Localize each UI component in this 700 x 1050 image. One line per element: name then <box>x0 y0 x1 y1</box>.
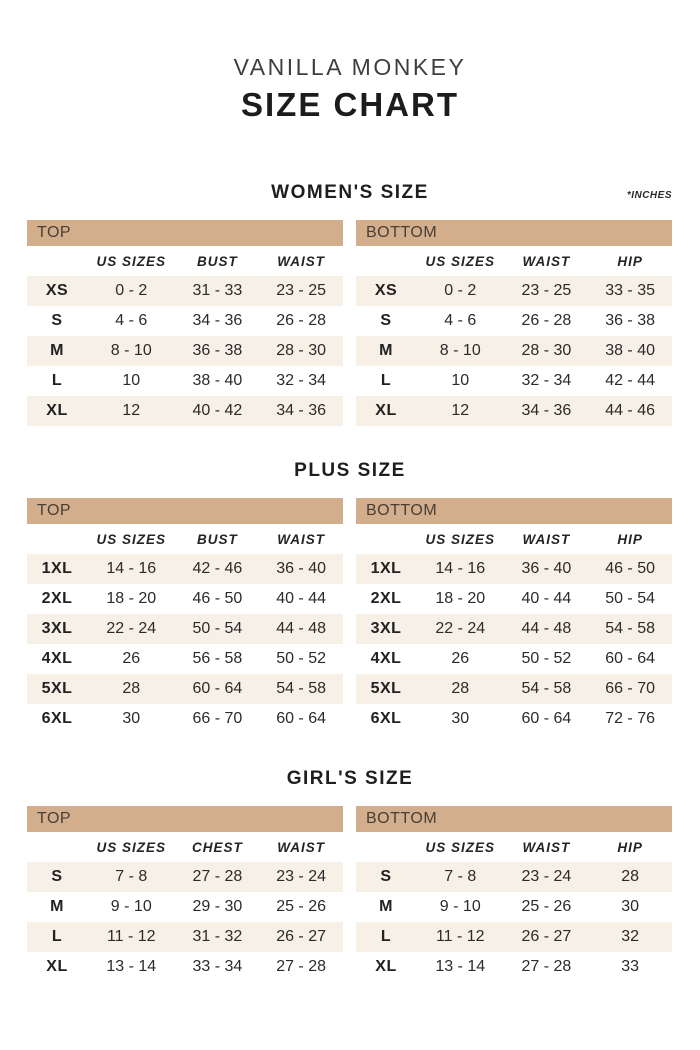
section-title-girls: GIRL'S SIZE <box>286 768 414 789</box>
column-header-row <box>356 246 672 276</box>
size-cell: 5XL <box>41 680 73 697</box>
size-cell: 1XL <box>370 560 402 577</box>
value-cell: 42 - 44 <box>605 372 655 389</box>
size-cell: S <box>380 312 392 329</box>
value-cell: 26 <box>451 650 470 667</box>
table-row <box>356 276 672 306</box>
value-cell: 28 - 30 <box>521 342 572 359</box>
column-header: HIP <box>617 839 643 855</box>
value-cell: 4 - 6 <box>444 312 477 329</box>
page-header <box>0 0 700 124</box>
value-cell: 50 - 54 <box>605 590 655 607</box>
value-cell: 26 - 28 <box>521 312 572 329</box>
column-header: WAIST <box>522 253 571 269</box>
column-header: US SIZES <box>96 839 167 855</box>
table-label: BOTTOM <box>366 810 438 827</box>
value-cell: 36 - 40 <box>276 560 326 577</box>
table-girls-bottom <box>356 806 672 982</box>
section-head-womens <box>0 182 700 208</box>
section-plus <box>0 460 700 734</box>
table-row <box>27 366 343 396</box>
column-header: WAIST <box>277 839 325 855</box>
value-cell: 30 <box>451 710 470 727</box>
value-cell: 30 <box>122 710 141 727</box>
column-header-row <box>27 832 343 862</box>
value-cell: 28 <box>621 868 639 885</box>
table-row <box>27 704 343 734</box>
value-cell: 26 - 28 <box>276 312 326 329</box>
value-cell: 36 - 38 <box>605 312 655 329</box>
column-header: WAIST <box>277 531 325 547</box>
value-cell: 13 - 14 <box>106 958 157 975</box>
table-plus-bottom <box>356 498 672 734</box>
value-cell: 0 - 2 <box>115 282 148 299</box>
table-label: TOP <box>37 502 72 519</box>
table-row <box>356 366 672 396</box>
value-cell: 38 - 40 <box>605 342 655 359</box>
table-row <box>27 674 343 704</box>
value-cell: 50 - 52 <box>276 650 326 667</box>
value-cell: 60 - 64 <box>521 710 572 727</box>
value-cell: 44 - 48 <box>276 620 326 637</box>
table-row <box>356 306 672 336</box>
table-row <box>27 336 343 366</box>
column-header: US SIZES <box>96 531 167 547</box>
table-label: BOTTOM <box>366 502 438 519</box>
value-cell: 54 - 58 <box>605 620 655 637</box>
value-cell: 36 - 38 <box>192 342 243 359</box>
table-row <box>356 584 672 614</box>
value-cell: 44 - 46 <box>605 402 655 419</box>
column-header: BUST <box>196 531 238 547</box>
column-header: WAIST <box>522 839 571 855</box>
table-row <box>356 952 672 982</box>
section-head-girls <box>0 768 700 794</box>
value-cell: 25 - 26 <box>276 898 326 915</box>
value-cell: 56 - 58 <box>192 650 243 667</box>
value-cell: 23 - 24 <box>276 868 326 885</box>
table-label: TOP <box>37 810 72 827</box>
value-cell: 26 <box>122 650 141 667</box>
value-cell: 31 - 33 <box>192 282 243 299</box>
size-cell: XL <box>375 958 397 975</box>
column-header: BUST <box>196 253 238 269</box>
value-cell: 8 - 10 <box>439 342 481 359</box>
table-row <box>356 614 672 644</box>
size-cell: S <box>51 312 63 329</box>
value-cell: 4 - 6 <box>115 312 148 329</box>
value-cell: 40 - 44 <box>521 590 572 607</box>
value-cell: 34 - 36 <box>521 402 572 419</box>
value-cell: 8 - 10 <box>110 342 152 359</box>
size-cell: 3XL <box>370 620 402 637</box>
table-row <box>27 584 343 614</box>
value-cell: 31 - 32 <box>192 928 243 945</box>
value-cell: 0 - 2 <box>444 282 477 299</box>
value-cell: 13 - 14 <box>435 958 486 975</box>
value-cell: 28 - 30 <box>276 342 326 359</box>
size-cell: 4XL <box>370 650 402 667</box>
value-cell: 27 - 28 <box>521 958 572 975</box>
table-label-bar <box>356 498 672 524</box>
column-header-row <box>356 524 672 554</box>
value-cell: 60 - 64 <box>276 710 326 727</box>
table-label-bar <box>27 806 343 832</box>
value-cell: 54 - 58 <box>276 680 326 697</box>
table-row <box>356 554 672 584</box>
table-row <box>27 922 343 952</box>
value-cell: 54 - 58 <box>521 680 572 697</box>
size-cell: 6XL <box>41 710 73 727</box>
value-cell: 12 <box>451 402 470 419</box>
column-header-row <box>356 832 672 862</box>
tables-row-plus <box>0 498 700 734</box>
value-cell: 44 - 48 <box>521 620 572 637</box>
value-cell: 72 - 76 <box>605 710 655 727</box>
value-cell: 27 - 28 <box>192 868 243 885</box>
column-header: WAIST <box>277 253 325 269</box>
value-cell: 14 - 16 <box>435 560 486 577</box>
column-header: HIP <box>617 253 643 269</box>
table-row <box>27 306 343 336</box>
column-header: CHEST <box>191 839 243 855</box>
size-cell: 2XL <box>41 590 73 607</box>
value-cell: 60 - 64 <box>605 650 655 667</box>
value-cell: 14 - 16 <box>106 560 157 577</box>
table-womens-top <box>27 220 343 426</box>
size-cell: 4XL <box>41 650 73 667</box>
table-row <box>356 704 672 734</box>
page-title: SIZE CHART <box>241 86 459 123</box>
brand-name: VANILLA MONKEY <box>233 54 467 80</box>
size-cell: 6XL <box>370 710 402 727</box>
column-header: US SIZES <box>425 531 496 547</box>
value-cell: 18 - 20 <box>435 590 486 607</box>
size-cell: XL <box>46 958 68 975</box>
value-cell: 33 - 35 <box>605 282 655 299</box>
table-row <box>356 336 672 366</box>
value-cell: 23 - 24 <box>521 868 572 885</box>
size-cell: 1XL <box>41 560 73 577</box>
value-cell: 26 - 27 <box>521 928 572 945</box>
column-header-row <box>27 246 343 276</box>
value-cell: 9 - 10 <box>110 898 152 915</box>
table-row <box>27 862 343 892</box>
tables-row-girls <box>0 806 700 982</box>
column-header: HIP <box>617 531 643 547</box>
value-cell: 34 - 36 <box>276 402 326 419</box>
value-cell: 23 - 25 <box>521 282 572 299</box>
value-cell: 18 - 20 <box>106 590 157 607</box>
table-row <box>27 614 343 644</box>
value-cell: 46 - 50 <box>192 590 243 607</box>
value-cell: 40 - 44 <box>276 590 326 607</box>
table-row <box>27 276 343 306</box>
section-title-plus: PLUS SIZE <box>294 460 406 481</box>
table-plus-top <box>27 498 343 734</box>
size-cell: L <box>380 928 392 945</box>
column-header: US SIZES <box>425 839 496 855</box>
size-cell: M <box>379 342 393 359</box>
table-row <box>27 952 343 982</box>
table-row <box>356 892 672 922</box>
table-girls-top <box>27 806 343 982</box>
table-label: TOP <box>37 224 72 241</box>
section-head-plus <box>0 460 700 486</box>
value-cell: 50 - 52 <box>521 650 572 667</box>
table-label-bar <box>27 220 343 246</box>
table-label-bar <box>356 806 672 832</box>
value-cell: 50 - 54 <box>192 620 243 637</box>
tables-row-womens <box>0 220 700 426</box>
table-row <box>27 644 343 674</box>
value-cell: 66 - 70 <box>605 680 655 697</box>
value-cell: 11 - 12 <box>106 928 156 945</box>
table-row <box>356 396 672 426</box>
value-cell: 29 - 30 <box>192 898 243 915</box>
value-cell: 42 - 46 <box>192 560 243 577</box>
size-cell: L <box>380 372 392 389</box>
value-cell: 7 - 8 <box>444 868 477 885</box>
table-row <box>27 396 343 426</box>
table-row <box>356 674 672 704</box>
section-womens <box>0 182 700 426</box>
table-row <box>27 892 343 922</box>
size-cell: XS <box>374 282 398 299</box>
size-cell: M <box>50 898 64 915</box>
value-cell: 23 - 25 <box>276 282 326 299</box>
value-cell: 28 <box>451 680 470 697</box>
size-cell: XL <box>375 402 397 419</box>
size-cell: 5XL <box>370 680 402 697</box>
value-cell: 34 - 36 <box>192 312 243 329</box>
table-row <box>356 644 672 674</box>
column-header-row <box>27 524 343 554</box>
units-note: *INCHES <box>626 190 672 201</box>
size-cell: XL <box>46 402 68 419</box>
size-cell: S <box>51 868 63 885</box>
value-cell: 32 - 34 <box>521 372 572 389</box>
value-cell: 46 - 50 <box>605 560 655 577</box>
size-cell: L <box>51 928 63 945</box>
table-row <box>356 862 672 892</box>
column-header: US SIZES <box>96 253 167 269</box>
value-cell: 38 - 40 <box>192 372 243 389</box>
value-cell: 33 - 34 <box>192 958 243 975</box>
value-cell: 30 <box>621 898 639 915</box>
column-header: WAIST <box>522 531 571 547</box>
section-title-womens: WOMEN'S SIZE <box>271 182 429 203</box>
table-label-bar <box>356 220 672 246</box>
value-cell: 60 - 64 <box>192 680 243 697</box>
table-row <box>356 922 672 952</box>
value-cell: 22 - 24 <box>106 620 157 637</box>
table-label: BOTTOM <box>366 224 438 241</box>
value-cell: 22 - 24 <box>435 620 486 637</box>
size-cell: S <box>380 868 392 885</box>
value-cell: 66 - 70 <box>192 710 243 727</box>
size-cell: 3XL <box>41 620 73 637</box>
value-cell: 10 <box>451 372 470 389</box>
table-womens-bottom <box>356 220 672 426</box>
value-cell: 26 - 27 <box>276 928 326 945</box>
value-cell: 40 - 42 <box>192 402 243 419</box>
size-cell: L <box>51 372 63 389</box>
value-cell: 9 - 10 <box>439 898 481 915</box>
table-label-bar <box>27 498 343 524</box>
value-cell: 7 - 8 <box>115 868 148 885</box>
value-cell: 36 - 40 <box>521 560 572 577</box>
table-row <box>27 554 343 584</box>
size-cell: 2XL <box>370 590 402 607</box>
size-cell: M <box>379 898 393 915</box>
size-cell: XS <box>45 282 69 299</box>
value-cell: 33 <box>621 958 639 975</box>
value-cell: 12 <box>122 402 141 419</box>
value-cell: 32 - 34 <box>276 372 326 389</box>
value-cell: 27 - 28 <box>276 958 326 975</box>
sections-container <box>0 182 700 982</box>
size-cell: M <box>50 342 64 359</box>
value-cell: 32 <box>621 928 639 945</box>
section-girls <box>0 768 700 982</box>
value-cell: 11 - 12 <box>435 928 485 945</box>
value-cell: 25 - 26 <box>521 898 572 915</box>
column-header: US SIZES <box>425 253 496 269</box>
value-cell: 10 <box>122 372 141 389</box>
value-cell: 28 <box>122 680 141 697</box>
